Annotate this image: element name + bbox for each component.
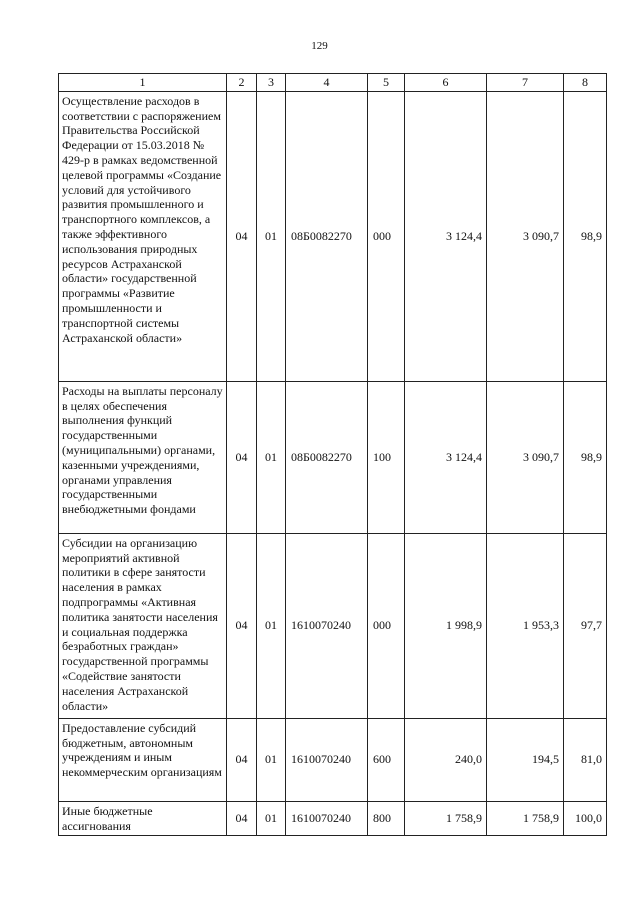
target-article-code: 1610070240 — [286, 533, 368, 718]
subsection-code: 01 — [257, 718, 286, 801]
page-number: 129 — [311, 40, 328, 52]
row-description: Расходы на выплаты персоналу в целях обеспечения выполнения функций государственными (муниципальными) органами, казенными учреждениями, органами управления государственными внебюджетными фондами — [59, 381, 227, 533]
expense-type-code: 000 — [368, 533, 405, 718]
subsection-code: 01 — [257, 381, 286, 533]
column-header: 4 — [286, 74, 368, 92]
section-code: 04 — [227, 91, 257, 381]
planned-amount: 3 124,4 — [405, 381, 487, 533]
column-header: 3 — [257, 74, 286, 92]
executed-amount: 3 090,7 — [487, 91, 564, 381]
planned-amount: 1 998,9 — [405, 533, 487, 718]
column-header: 1 — [59, 74, 227, 92]
column-header: 8 — [564, 74, 607, 92]
executed-amount: 3 090,7 — [487, 381, 564, 533]
executed-amount: 194,5 — [487, 718, 564, 801]
row-description: Предоставление субсидий бюджетным, автономным учреждениям и иным некоммерческим организациям — [59, 718, 227, 801]
target-article-code: 1610070240 — [286, 718, 368, 801]
execution-percent: 98,9 — [564, 91, 607, 381]
executed-amount: 1 953,3 — [487, 533, 564, 718]
planned-amount: 240,0 — [405, 718, 487, 801]
row-description: Осуществление расходов в соответствии с распоряжением Правительства Российской Федерации от 15.03.2018 № 429-р в рамках ведомственной целевой программы «Создание условий для устойчивого развития промышленного и транспортного комплексов, а также эффективного использования природных ресурсов Астраханской области» государственной программы «Развитие промышленности и транспортной системы Астраханской области» — [59, 91, 227, 381]
section-code: 04 — [227, 381, 257, 533]
table-row — [59, 91, 607, 381]
execution-percent: 97,7 — [564, 533, 607, 718]
target-article-code: 1610070240 — [286, 801, 368, 836]
table-header-row — [59, 74, 607, 92]
column-header: 7 — [487, 74, 564, 92]
column-header: 5 — [368, 74, 405, 92]
table-row — [59, 381, 607, 533]
row-description: Субсидии на организацию мероприятий активной политики в сфере занятости населения в рамках подпрограммы «Активная политика занятости населения и социальная поддержка безработных граждан» государственной программы «Содействие занятости населения Астраханской области» — [59, 533, 227, 718]
column-header: 2 — [227, 74, 257, 92]
execution-percent: 81,0 — [564, 718, 607, 801]
planned-amount: 1 758,9 — [405, 801, 487, 836]
section-code: 04 — [227, 801, 257, 836]
section-code: 04 — [227, 718, 257, 801]
planned-amount: 3 124,4 — [405, 91, 487, 381]
column-header: 6 — [405, 74, 487, 92]
executed-amount: 1 758,9 — [487, 801, 564, 836]
section-code: 04 — [227, 533, 257, 718]
row-description: Иные бюджетные ассигнования — [59, 801, 227, 836]
subsection-code: 01 — [257, 533, 286, 718]
expense-type-code: 000 — [368, 91, 405, 381]
target-article-code: 08Б0082270 — [286, 381, 368, 533]
expense-type-code: 800 — [368, 801, 405, 836]
execution-percent: 100,0 — [564, 801, 607, 836]
subsection-code: 01 — [257, 801, 286, 836]
target-article-code: 08Б0082270 — [286, 91, 368, 381]
table-row — [59, 718, 607, 801]
table-row — [59, 801, 607, 836]
expense-type-code: 600 — [368, 718, 405, 801]
budget-table — [58, 73, 607, 836]
table-row — [59, 533, 607, 718]
execution-percent: 98,9 — [564, 381, 607, 533]
expense-type-code: 100 — [368, 381, 405, 533]
subsection-code: 01 — [257, 91, 286, 381]
